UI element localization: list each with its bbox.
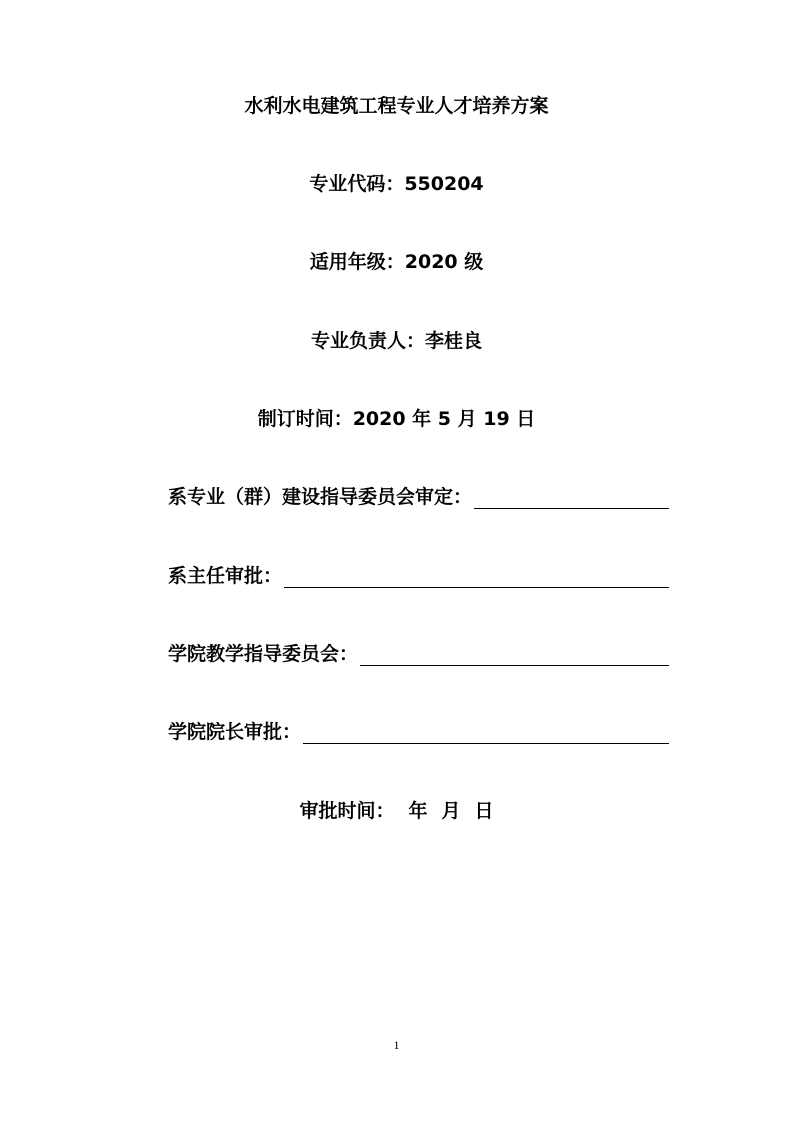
approval-label: 系主任审批： [168, 565, 283, 587]
signature-blank-line [360, 645, 669, 666]
major-code: 专业代码：550204 [309, 173, 484, 195]
revision-date: 制订时间：2020 年 5 月 19 日 [257, 408, 536, 430]
approval-label: 学院院长审批： [168, 721, 302, 743]
approval-time [0, 799, 793, 823]
document-title: 水利水电建筑工程专业人才培养方案 [244, 95, 549, 117]
approval-time-day: 日 [474, 800, 494, 822]
approval-label: 学院教学指导委员会： [168, 643, 359, 665]
signature-blank-line [474, 488, 669, 509]
approval-time-label: 审批时间： [299, 800, 395, 822]
signature-blank-line [284, 567, 669, 588]
applicable-grade: 适用年级：2020 级 [309, 251, 484, 273]
person-in-charge: 专业负责人：李桂良 [310, 330, 482, 352]
approval-label: 系专业（群）建设指导委员会审定： [168, 486, 473, 508]
approval-time-year: 年 [408, 800, 428, 822]
signature-blank-line [303, 723, 669, 744]
page-number: 1 [393, 1038, 400, 1052]
approval-row-teaching-committee [168, 642, 669, 666]
approval-row-department-head [168, 564, 669, 588]
approval-time-month: 月 [441, 800, 461, 822]
approval-row-committee-review [168, 485, 669, 509]
approval-row-college-president [168, 720, 669, 744]
